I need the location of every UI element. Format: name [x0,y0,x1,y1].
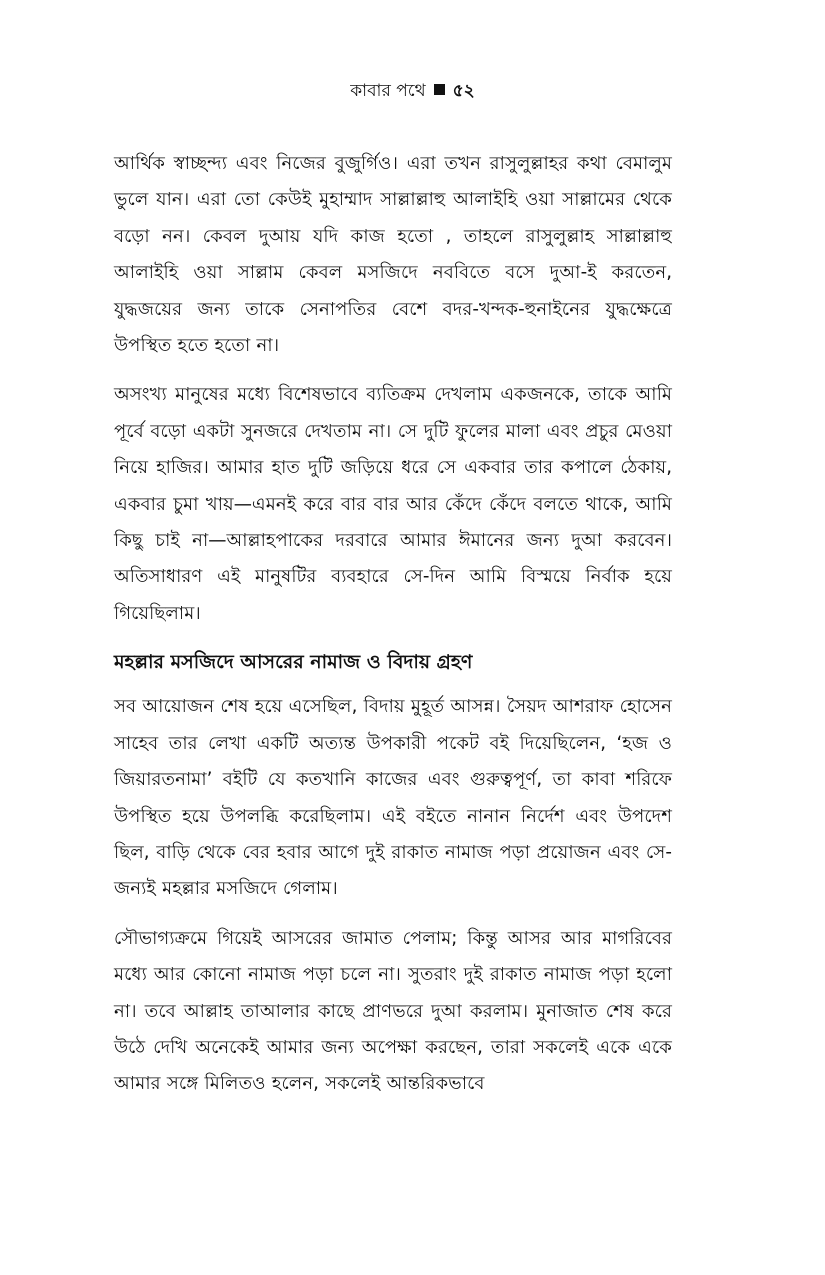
page-number: ৫২ [452,81,475,101]
separator-square-icon [434,84,445,95]
section-paragraph-2: সৌভাগ্যক্রমে গিয়েই আসরের জামাত পেলাম; কিন্তু আসর আর মাগরিবের মধ্যে আর কোনো নামাজ পড়া চলে না। সুতরাং দুই রাকাত নামাজ পড়া হলো না। তবে আল্লাহ তাআলার কাছে প্রাণভরে দুআ করলাম। মুনাজাত শেষ করে উঠে দেখি অনেকেই আমার জন্য অপেক্ষা করছেন, তারা সকলেই একে একে আমার সঙ্গে মিলিতও হলেন, সকলেই আন্তরিকভাবে [114,927,672,1095]
section-paragraph-1: সব আয়োজন শেষ হয়ে এসেছিল, বিদায় মুহূর্ত আসন্ন। সৈয়দ আশরাফ হোসেন সাহেব তার লেখা একটি অত্যন্ত উপকারী পকেট বই দিয়েছিলেন, ‘হজ ও জিয়ারতনামা’ বইটি যে কতখানি কাজের এবং গুরুত্বপূর্ণ, তা কাবা শরিফে উপস্থিত হয়ে উপলব্ধি করেছিলাম। এই বইতে নানান নির্দেশ এবং উপদেশ ছিল, বাড়ি থেকে বের হবার আগে দুই রাকাত নামাজ পড়া প্রয়োজন এবং সে-জন্যই মহল্লার মসজিদে গেলাম। [114,696,672,900]
paragraph-2: অসংখ্য মানুষের মধ্যে বিশেষভাবে ব্যতিক্রম দেখলাম একজনকে, তাকে আমি পূর্বে বড়ো একটা সুনজরে দেখতাম না। সে দুটি ফুলের মালা এবং প্রচুর মেওয়া নিয়ে হাজির। আমার হাত দুটি জড়িয়ে ধরে সে একবার তার কপালে ঠেকায়, একবার চুমা খায়—এমনই করে বার বার আর কেঁদে কেঁদে বলতে থাকে, আমি কিছু চাই না—আল্লাহপাকের দরবারে আমার ঈমানের জন্য দুআ করবেন। অতিসাধারণ এই মানুষটির ব্যবহারে সে-দিন আমি বিস্ময়ে নির্বাক হয়ে গিয়েছিলাম। [114,384,672,624]
running-header [0,78,825,104]
paragraph-1: আর্থিক স্বাচ্ছন্দ্য এবং নিজের বুজুর্গিও। এরা তখন রাসুলুল্লাহর কথা বেমালুম ভুলে যান। এরা তো কেউই মুহাম্মাদ সাল্লাল্লাহু আলাইহি ওয়া সাল্লামের থেকে বড়ো নন। কেবল দুআয় যদি কাজ হতো , তাহলে রাসুলুল্লাহ সাল্লাল্লাহু আলাইহি ওয়া সাল্লাম কেবল মসজিদে নববিতে বসে দুআ-ই করতেন, যুদ্ধজয়ের জন্য তাকে সেনাপতির বেশে বদর-খন্দক-হুনাইনের যুদ্ধক্ষেত্রে উপস্থিত হতে হতো না। [114,153,672,357]
section-heading: মহল্লার মসজিদে আসরের নামাজ ও বিদায় গ্রহণ [114,651,473,674]
book-title: কাবার পথে [350,81,426,101]
body-text [114,146,672,1116]
